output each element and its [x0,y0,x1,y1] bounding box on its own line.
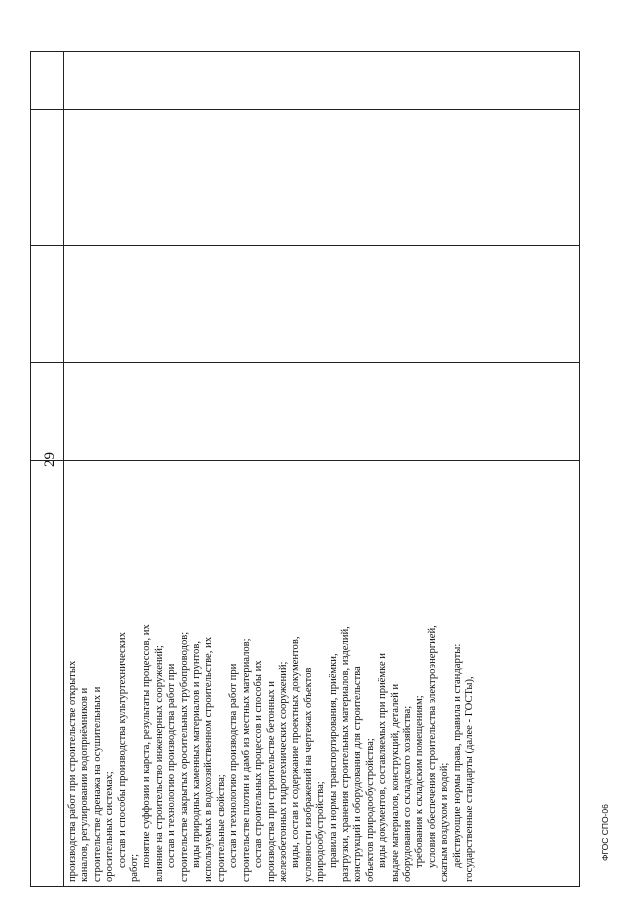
text-line: строительстве плотин и дамб из местных материалов; [240,638,252,882]
text-line: железобетонных гидротехнических сооружений; [277,661,289,882]
footer-code: ФГОС СПО-06 [600,804,610,861]
competency-knowledge-cell [63,461,550,886]
table-column-divider [31,245,579,246]
text-line: оросительных системах; [104,771,116,882]
text-line: производства при строительстве бетонных и [265,681,277,882]
text-line: влияние на строительство инженерных сооружений; [153,645,165,882]
text-line: оборудования со складского хозяйства; [401,705,413,882]
text-line: работ; [129,853,141,882]
text-line: используемых в водохозяйственном строительстве, их [203,637,215,882]
text-line: условия обеспечения строительства электроэнергией, [426,625,438,868]
text-line: государственные стандарты (далее - ГОСТы), [464,676,475,882]
text-line: действующие нормы права, правила и стандарты: [451,643,463,868]
text-line: состав и технологию производства работ при [228,663,240,868]
text-line: сжатым воздухом и водой; [439,762,451,882]
text-line: условности изображений на чертежах объектов [302,667,314,882]
text-line: производства работ при строительстве открытых [67,660,78,882]
text-line: строительстве закрытых оросительных трубопроводов; [178,631,190,882]
text-line: виды, состав и содержание проектных документов, [290,636,302,868]
table-column-divider [31,109,579,110]
text-line: каналов, регулировании водоприёмников и [79,687,91,882]
text-line: виды природных каменных материалов и грунтов, [191,641,203,868]
text-line: выдаче материалов, конструкций, деталей и [389,683,401,882]
text-line: состав и способы производства культуртехнических [116,632,128,868]
text-line: состав и технологию производства работ при [166,663,178,868]
text-line: строительные свойства; [215,774,227,882]
table-column-divider [31,362,579,363]
text-line: требования к складским помещениям; [414,695,426,868]
text-line: состав строительных процессов и способы их [253,660,265,868]
text-line: разгрузки, хранения строительных материалов, изделий, [339,626,351,882]
text-line: объектов природообустройства; [364,738,376,882]
page-number: 29 [42,452,58,467]
text-line: конструкций и оборудования для строительства [352,666,364,882]
text-line: правила и нормы транспортирования, приёмки, [327,653,339,868]
text-line: строительстве дренажа на осушительных и [91,686,103,882]
text-line: природообустройства; [315,781,327,882]
text-line: понятие суффозии и карста, результаты процессов, их [141,624,153,868]
text-line: виды документов, составляемых при приёмке и [377,653,389,868]
